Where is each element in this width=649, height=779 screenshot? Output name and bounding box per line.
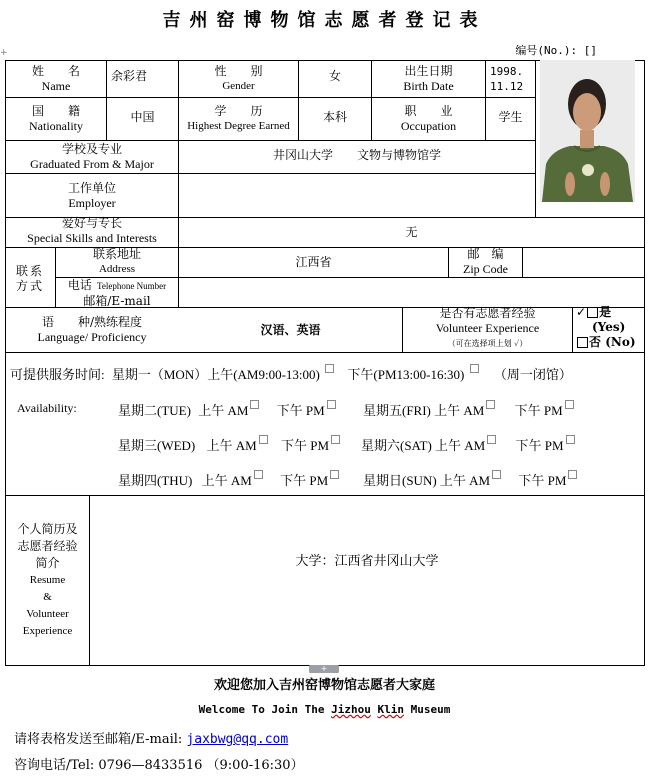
school-value[interactable]: 井冈山大学 文物与博物馆学 [272,147,441,162]
phone-email-label: 电话 Telephone Number 邮箱/E-mail [67,277,167,308]
monday-pm-label: 下午(PM13:00-16:30) [347,367,465,382]
serial-label: 编号(No.): [515,44,578,57]
thursday-pm-checkbox[interactable] [330,470,339,479]
serial-number [515,42,597,58]
name-value[interactable]: 余彩君 [111,68,148,83]
saturday-pm-checkbox[interactable] [566,435,575,444]
occupation-value[interactable]: 学生 [498,109,523,124]
sunday-row: 星期日(SUN) 上午 AM 下午 PM [363,470,577,489]
monday-pm-checkbox[interactable] [470,364,479,373]
contact-label: 联系方式 [16,263,45,293]
monday-closed-note: （周一闭馆） [493,367,572,382]
availability-label-en: Availability: [17,401,77,415]
resume-label: 个人简历及 志愿者经验 简介 Resume & Volunteer Experience [17,521,78,637]
volunteer-experience-options [576,305,642,350]
employer-value[interactable] [179,174,535,217]
sunday-pm-checkbox[interactable] [568,470,577,479]
gender-label: 性 别 Gender [214,64,263,92]
sunday-am-checkbox[interactable] [492,470,501,479]
tuesday-pm-checkbox[interactable] [327,400,336,409]
skills-value[interactable]: 无 [405,225,418,239]
thursday-am-checkbox[interactable] [254,470,263,479]
friday-pm-checkbox[interactable] [565,400,574,409]
volunteer-yes-option[interactable]: ✓ 是 [576,305,612,319]
saturday-am-checkbox[interactable] [487,435,496,444]
employer-label: 工作单位 Employer [67,180,116,210]
email-link[interactable]: jaxbwg@qq.com [186,732,289,747]
volunteer-experience-label: 是否有志愿者经验 Volunteer Experience （可在选择项上划 ✓） [435,306,540,348]
school-label: 学校及专业 Graduated From & Major [30,142,154,171]
address-label: 联系地址 Address [92,246,141,275]
availability-lead: 可提供服务时间: [10,367,105,382]
zip-value[interactable] [523,248,644,277]
welcome-en: Welcome To Join The Jizhou Klin Museum [198,703,451,716]
availability-monday-row [10,364,572,383]
volunteer-photo [540,60,635,202]
degree-label: 学 历 Highest Degree Earned [187,104,290,132]
saturday-row: 星期六(SAT) 上午 AM 下午 PM [361,435,575,454]
checkmark-icon: ✓ [576,305,587,319]
language-value[interactable]: 汉语、英语 [260,322,321,337]
skills-label: 爱好与专长 Special Skills and Interests [27,216,157,245]
volunteer-no-option[interactable]: 否 (No) [576,335,642,350]
occupation-label: 职 业 Occupation [400,104,457,133]
wednesday-pm-checkbox[interactable] [331,435,340,444]
plus-icon[interactable]: + [309,665,339,673]
volunteer-yes-en: (Yes) [592,320,626,334]
monday-am-label: 上午(AM9:00-13:00) [207,367,320,382]
no-checkbox[interactable] [577,337,588,348]
nationality-value[interactable]: 中国 [130,109,155,124]
phone-line: 咨询电话/Tel: 0796—8433516 （9:00-16:30） [14,758,304,773]
welcome-cn: 欢迎您加入吉州窑博物馆志愿者大家庭 [213,678,435,693]
friday-row: 星期五(FRI) 上午 AM 下午 PM [363,400,574,419]
phone-email-value[interactable] [179,278,644,307]
zip-label: 邮 编 Zip Code [463,246,508,276]
yes-checkbox[interactable] [587,307,598,318]
birth-date-value[interactable]: 1998. 11.12 [490,65,524,93]
email-line: 请将表格发送至邮箱/E-mail: jaxbwg@qq.com [14,732,289,747]
tuesday-row: 星期二(TUE) 上午 AM 下午 PM [118,400,336,419]
friday-am-checkbox[interactable] [486,400,495,409]
wednesday-am-checkbox[interactable] [259,435,268,444]
thursday-row: 星期四(THU) 上午 AM 下午 PM [118,470,339,489]
monday-label: 星期一（MON） [111,367,208,382]
table-move-icon[interactable]: + [0,48,8,58]
nationality-label: 国 籍 Nationality [29,104,83,133]
gender-value[interactable]: 女 [328,68,341,83]
degree-value[interactable]: 本科 [322,109,347,124]
language-label: 语 种/熟练程度 Language/ Proficiency [37,315,147,344]
address-value[interactable]: 江西省 [295,255,332,269]
form-title: 吉州窑博物馆志愿者登记表 [162,10,487,31]
tuesday-am-checkbox[interactable] [250,400,259,409]
name-label: 姓 名 Name [31,64,80,93]
birth-date-label: 出生日期 Birth Date [403,64,454,93]
wednesday-row: 星期三(WED) 上午 AM 下午 PM [118,435,340,454]
serial-value[interactable]: [] [583,44,597,57]
resume-value[interactable]: 大学：江西省井冈山大学 [295,553,439,569]
monday-am-checkbox[interactable] [325,364,334,373]
